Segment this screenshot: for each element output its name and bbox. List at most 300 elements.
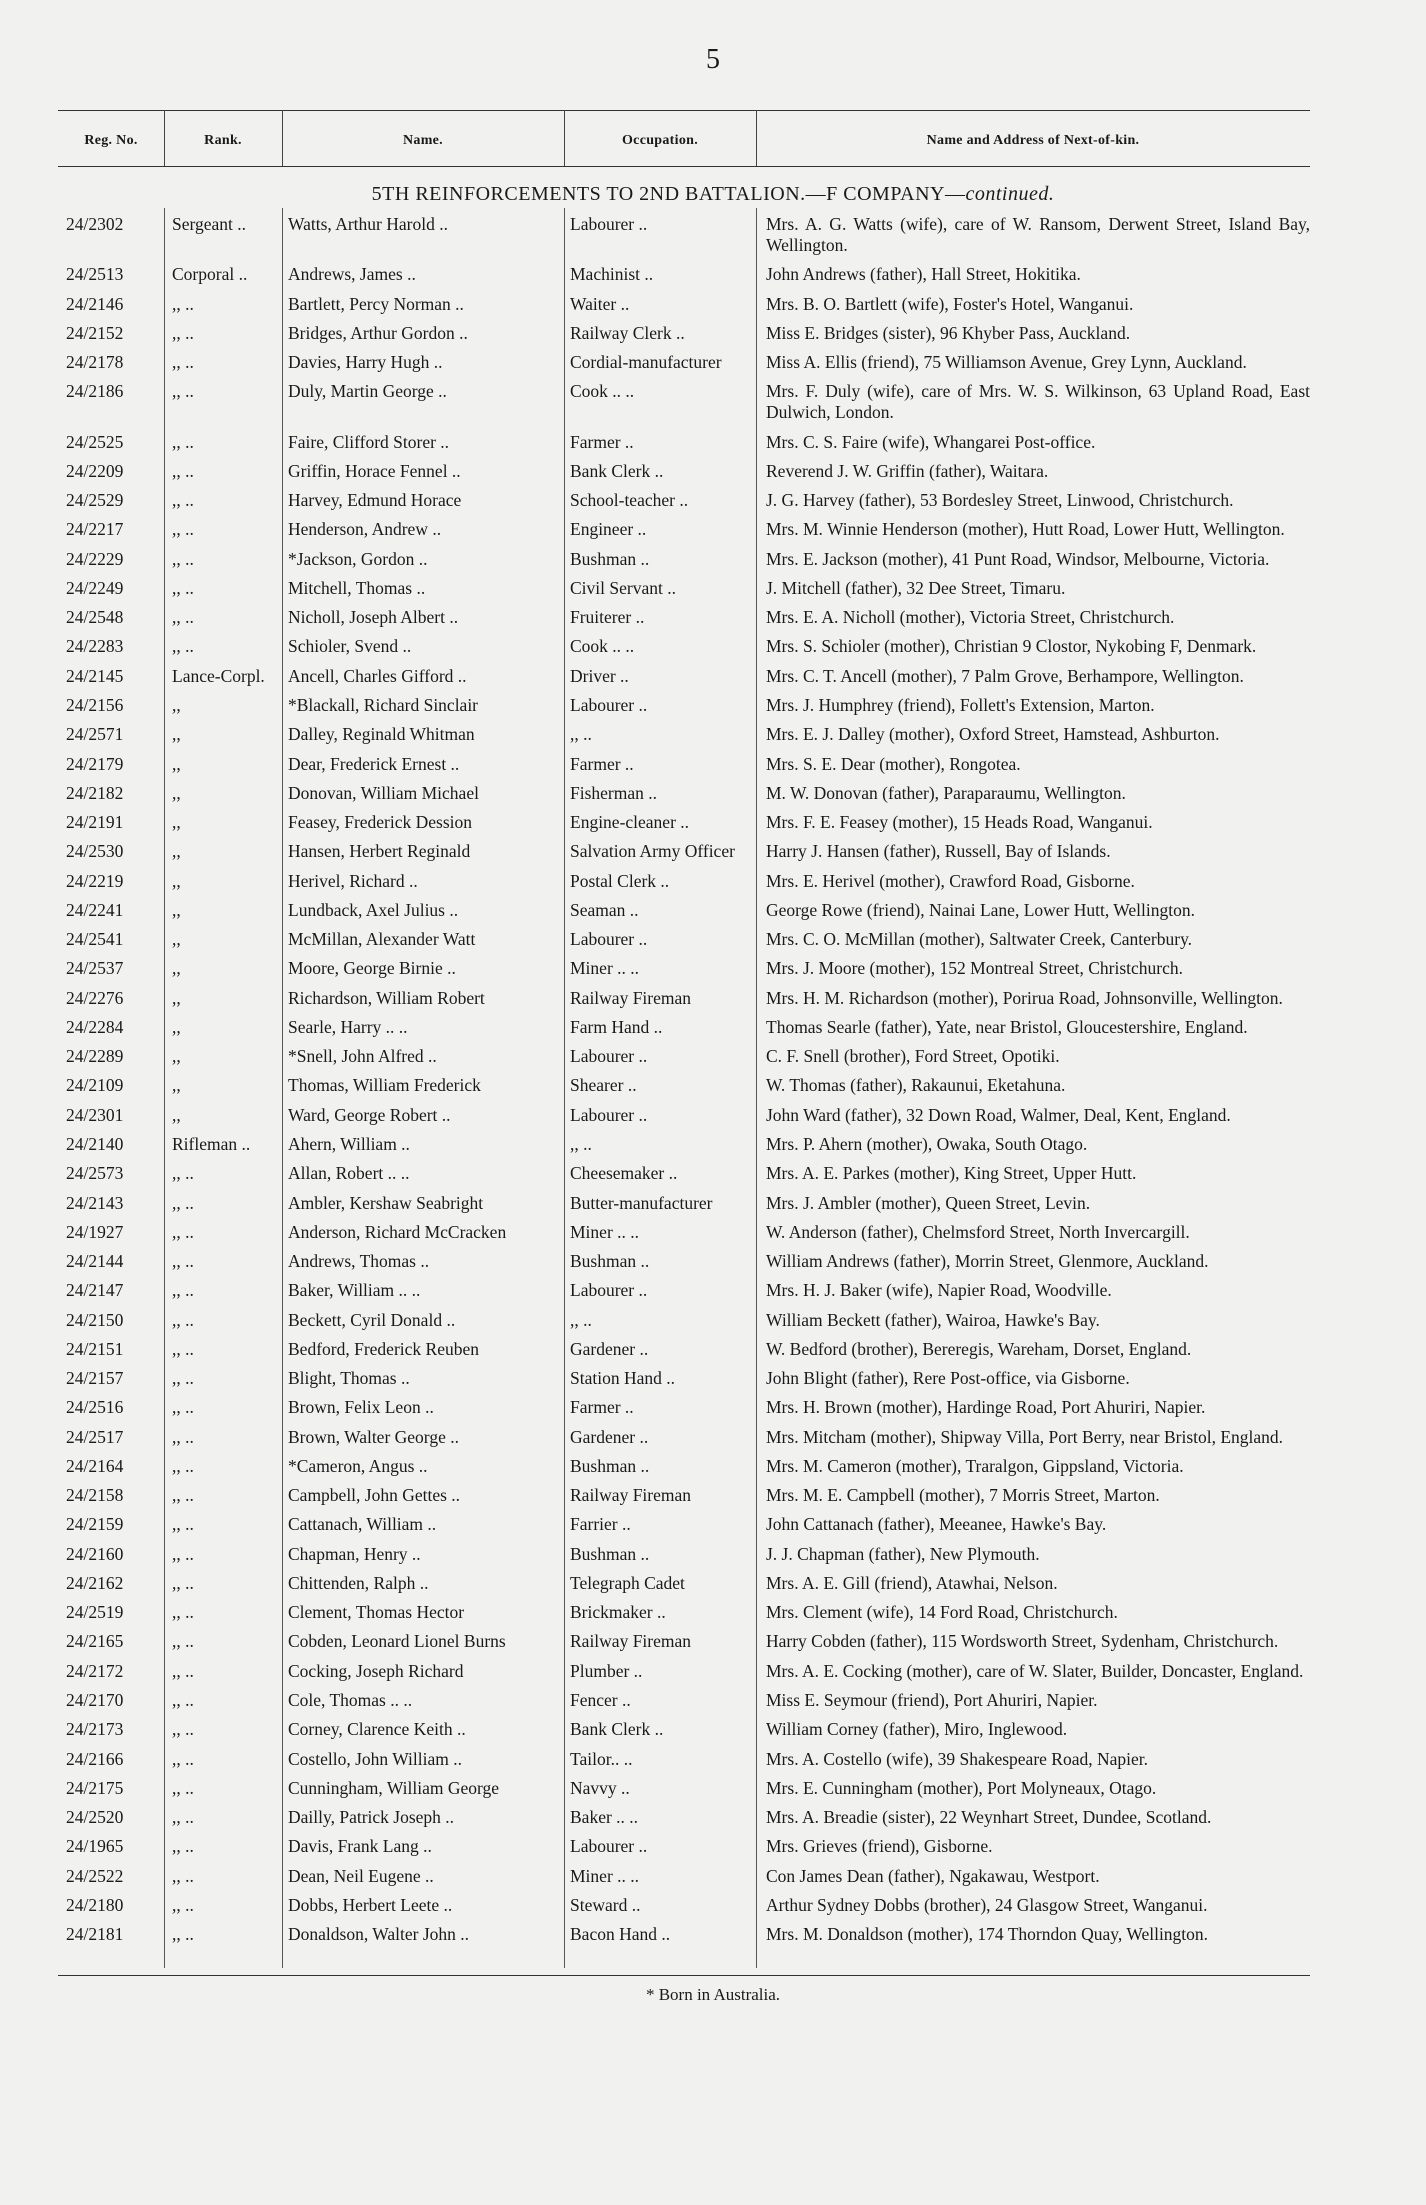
table-row xyxy=(58,1280,1310,1309)
cell-reg-no: 24/2146 xyxy=(66,293,124,314)
table-row xyxy=(58,1749,1310,1778)
cell-next-of-kin: Mrs. A. Costello (wife), 39 Shakespeare Road, Napier. xyxy=(766,1748,1149,1769)
cell-next-of-kin: Miss A. Ellis (friend), 75 Williamson Avenue, Grey Lynn, Auckland. xyxy=(766,352,1247,373)
cell-next-of-kin: Mrs. Clement (wife), 14 Ford Road, Christchurch. xyxy=(766,1602,1118,1623)
cell-occupation: Labourer .. xyxy=(570,694,648,715)
cell-reg-no: 24/2109 xyxy=(66,1075,124,1096)
footer-rule xyxy=(58,1975,1310,1976)
cell-next-of-kin: Mrs. Mitcham (mother), Shipway Villa, Port Berry, near Bristol, England. xyxy=(766,1426,1284,1447)
cell-occupation: Farm Hand .. xyxy=(570,1016,663,1037)
cell-reg-no: 24/2219 xyxy=(66,870,124,891)
cell-occupation: Farmer .. xyxy=(570,1397,634,1418)
cell-occupation: Cordial-manufacturer xyxy=(570,352,722,373)
header-top-rule xyxy=(58,110,1310,111)
cell-reg-no: 24/2166 xyxy=(66,1748,124,1769)
cell-next-of-kin: William Andrews (father), Morrin Street, Glenmore, Auckland. xyxy=(766,1251,1209,1272)
section-title-text: 5TH REINFORCEMENTS TO 2ND BATTALION.—F COMPANY— xyxy=(371,183,966,205)
cell-next-of-kin: John Andrews (father), Hall Street, Hokitika. xyxy=(766,264,1081,285)
table-row xyxy=(58,841,1310,870)
cell-reg-no: 24/2516 xyxy=(66,1397,124,1418)
table-row xyxy=(58,1193,1310,1222)
cell-next-of-kin: Thomas Searle (father), Yate, near Bristol, Gloucestershire, England. xyxy=(766,1016,1248,1037)
cell-rank: ,, .. xyxy=(172,1660,194,1681)
cell-rank: ,, .. xyxy=(172,1368,194,1389)
cell-reg-no: 24/2144 xyxy=(66,1251,124,1272)
cell-occupation: Seaman .. xyxy=(570,899,639,920)
cell-next-of-kin: Mrs. A. E. Cocking (mother), care of W. Slater, Builder, Doncaster, England. xyxy=(766,1660,1304,1681)
cell-name: Clement, Thomas Hector xyxy=(288,1602,465,1623)
cell-next-of-kin: Mrs. H. Brown (mother), Hardinge Road, Port Ahuriri, Napier. xyxy=(766,1397,1206,1418)
cell-next-of-kin: John Cattanach (father), Meeanee, Hawke's Bay. xyxy=(766,1514,1107,1535)
cell-rank: ,, .. xyxy=(172,1309,194,1330)
table-row xyxy=(58,783,1310,812)
header-divider xyxy=(164,110,165,166)
cell-occupation: Labourer .. xyxy=(570,1104,648,1125)
table-row xyxy=(58,461,1310,490)
cell-occupation: Civil Servant .. xyxy=(570,577,676,598)
cell-reg-no: 24/2241 xyxy=(66,899,124,920)
cell-occupation: Labourer .. xyxy=(570,929,648,950)
cell-name: Bridges, Arthur Gordon .. xyxy=(288,322,468,343)
cell-reg-no: 24/2186 xyxy=(66,381,124,402)
cell-name: Andrews, Thomas .. xyxy=(288,1251,430,1272)
cell-next-of-kin: John Blight (father), Rere Post-office, via Gisborne. xyxy=(766,1368,1130,1389)
cell-name: Costello, John William .. xyxy=(288,1748,462,1769)
cell-rank: ,, .. xyxy=(172,1543,194,1564)
cell-next-of-kin: Mrs. E. A. Nicholl (mother), Victoria Street, Christchurch. xyxy=(766,607,1175,628)
cell-rank: ,, .. xyxy=(172,1514,194,1535)
cell-occupation: Salvation Army Officer xyxy=(570,841,735,862)
cell-occupation: Postal Clerk .. xyxy=(570,870,670,891)
table-row xyxy=(58,695,1310,724)
cell-next-of-kin: Harry Cobden (father), 115 Wordsworth Street, Sydenham, Christchurch. xyxy=(766,1631,1279,1652)
cell-occupation: Steward .. xyxy=(570,1894,641,1915)
table-row xyxy=(58,724,1310,753)
table-row xyxy=(58,381,1310,431)
cell-reg-no: 24/2170 xyxy=(66,1690,124,1711)
table-row xyxy=(58,1544,1310,1573)
cell-reg-no: 24/2157 xyxy=(66,1368,124,1389)
cell-next-of-kin: Mrs. C. S. Faire (wife), Whangarei Post-office. xyxy=(766,431,1096,452)
cell-rank: ,, .. xyxy=(172,1192,194,1213)
table-row xyxy=(58,1251,1310,1280)
cell-occupation: Labourer .. xyxy=(570,214,648,234)
header-bottom-rule xyxy=(58,166,1310,167)
table-row xyxy=(58,1046,1310,1075)
cell-rank: ,, .. xyxy=(172,1426,194,1447)
table-row xyxy=(58,323,1310,352)
cell-rank: ,, .. xyxy=(172,1280,194,1301)
cell-occupation: Miner .. .. xyxy=(570,1221,640,1242)
cell-name: Faire, Clifford Storer .. xyxy=(288,431,450,452)
cell-next-of-kin: Con James Dean (father), Ngakawau, Westport. xyxy=(766,1865,1100,1886)
cell-occupation: Gardener .. xyxy=(570,1338,649,1359)
table-row xyxy=(58,1105,1310,1134)
cell-occupation: Railway Clerk .. xyxy=(570,322,685,343)
table-row xyxy=(58,1602,1310,1631)
table-row xyxy=(58,1631,1310,1660)
cell-occupation: Railway Fireman xyxy=(570,1631,692,1652)
cell-reg-no: 24/2164 xyxy=(66,1455,124,1476)
table-row xyxy=(58,1222,1310,1251)
cell-occupation: Engine-cleaner .. xyxy=(570,812,690,833)
cell-reg-no: 24/2150 xyxy=(66,1309,124,1330)
cell-occupation: Bushman .. xyxy=(570,1543,650,1564)
cell-next-of-kin: W. Bedford (brother), Bereregis, Wareham, Dorset, England. xyxy=(766,1338,1192,1359)
cell-reg-no: 24/2173 xyxy=(66,1719,124,1740)
table-row xyxy=(58,812,1310,841)
cell-rank: ,, .. xyxy=(172,381,194,402)
cell-reg-no: 24/2520 xyxy=(66,1807,124,1828)
cell-reg-no: 24/2283 xyxy=(66,636,124,657)
cell-rank: ,, .. xyxy=(172,1602,194,1623)
cell-reg-no: 24/2571 xyxy=(66,724,124,745)
cell-next-of-kin: Mrs. A. E. Gill (friend), Atawhai, Nelson. xyxy=(766,1572,1058,1593)
table-row xyxy=(58,988,1310,1017)
cell-rank: ,, xyxy=(172,841,181,862)
cell-reg-no: 24/2191 xyxy=(66,812,124,833)
roll-table xyxy=(58,214,1310,1953)
cell-rank: ,, .. xyxy=(172,1572,194,1593)
cell-reg-no: 24/2182 xyxy=(66,782,124,803)
cell-reg-no: 24/2156 xyxy=(66,694,124,715)
cell-reg-no: 24/2529 xyxy=(66,490,124,511)
cell-occupation: Navvy .. xyxy=(570,1777,630,1798)
col-header-reg-no: Reg. No. xyxy=(84,133,138,148)
cell-name: Campbell, John Gettes .. xyxy=(288,1485,461,1506)
cell-next-of-kin: J. Mitchell (father), 32 Dee Street, Timaru. xyxy=(766,577,1066,598)
cell-rank: ,, .. xyxy=(172,1690,194,1711)
table-row xyxy=(58,214,1310,264)
cell-next-of-kin: Mrs. H. M. Richardson (mother), Porirua Road, Johnsonville, Wellington. xyxy=(766,987,1283,1008)
table-row xyxy=(58,958,1310,987)
cell-reg-no: 24/2159 xyxy=(66,1514,124,1535)
cell-next-of-kin: Mrs. F. E. Feasey (mother), 15 Heads Road, Wanganui. xyxy=(766,812,1153,833)
cell-reg-no: 24/2165 xyxy=(66,1631,124,1652)
cell-next-of-kin: John Ward (father), 32 Down Road, Walmer, Deal, Kent, England. xyxy=(766,1104,1231,1125)
cell-name: *Cameron, Angus .. xyxy=(288,1455,428,1476)
table-row xyxy=(58,490,1310,519)
cell-reg-no: 24/2276 xyxy=(66,987,124,1008)
cell-name: Watts, Arthur Harold .. xyxy=(288,214,448,234)
cell-occupation: Telegraph Cadet xyxy=(570,1572,685,1593)
cell-name: Cole, Thomas .. .. xyxy=(288,1690,413,1711)
cell-name: Andrews, James .. xyxy=(288,264,416,285)
table-row xyxy=(58,607,1310,636)
cell-rank: ,, .. xyxy=(172,1894,194,1915)
table-row xyxy=(58,549,1310,578)
cell-occupation: Miner .. .. xyxy=(570,958,640,979)
cell-name: McMillan, Alexander Watt xyxy=(288,929,476,950)
cell-rank: Lance-Corpl. xyxy=(172,665,265,686)
cell-next-of-kin: Mrs. A. Breadie (sister), 22 Weynhart Street, Dundee, Scotland. xyxy=(766,1807,1212,1828)
cell-next-of-kin: Mrs. J. Humphrey (friend), Follett's Extension, Marton. xyxy=(766,694,1155,715)
cell-reg-no: 24/2537 xyxy=(66,958,124,979)
cell-name: Dalley, Reginald Whitman xyxy=(288,724,475,745)
cell-rank: ,, .. xyxy=(172,1631,194,1652)
cell-name: Schioler, Svend .. xyxy=(288,636,412,657)
cell-name: Ancell, Charles Gifford .. xyxy=(288,665,467,686)
cell-next-of-kin: Mrs. S. Schioler (mother), Christian 9 Clostor, Nykobing F, Denmark. xyxy=(766,636,1257,657)
table-row xyxy=(58,1573,1310,1602)
cell-occupation: Bushman .. xyxy=(570,1251,650,1272)
cell-next-of-kin: Mrs. E. Herivel (mother), Crawford Road, Gisborne. xyxy=(766,870,1135,891)
cell-next-of-kin: Mrs. A. G. Watts (wife), care of W. Ransom, Derwent Street, Island Bay, Wellington. xyxy=(766,214,1310,255)
page-number: 5 xyxy=(706,44,720,75)
cell-name: Harvey, Edmund Horace xyxy=(288,490,462,511)
header-divider xyxy=(282,110,283,166)
cell-next-of-kin: Mrs. F. Duly (wife), care of Mrs. W. S. Wilkinson, 63 Upland Road, East Dulwich, London. xyxy=(766,381,1310,423)
cell-occupation: School-teacher .. xyxy=(570,490,689,511)
cell-name: Dear, Frederick Ernest .. xyxy=(288,753,460,774)
cell-rank: ,, .. xyxy=(172,1251,194,1272)
table-row xyxy=(58,294,1310,323)
cell-rank: ,, xyxy=(172,1104,181,1125)
cell-name: Davis, Frank Lang .. xyxy=(288,1836,432,1857)
cell-next-of-kin: Mrs. Grieves (friend), Gisborne. xyxy=(766,1836,993,1857)
cell-name: Hansen, Herbert Reginald xyxy=(288,841,471,862)
cell-next-of-kin: Mrs. S. E. Dear (mother), Rongotea. xyxy=(766,753,1021,774)
cell-name: Searle, Harry .. .. xyxy=(288,1016,408,1037)
cell-occupation: ,, .. xyxy=(570,724,592,745)
cell-rank: Corporal .. xyxy=(172,264,248,285)
cell-occupation: Station Hand .. xyxy=(570,1368,675,1389)
cell-occupation: Farrier .. xyxy=(570,1514,631,1535)
table-row xyxy=(58,432,1310,461)
cell-reg-no: 24/2519 xyxy=(66,1602,124,1623)
cell-occupation: Bushman .. xyxy=(570,1455,650,1476)
cell-rank: ,, .. xyxy=(172,1807,194,1828)
cell-reg-no: 24/2145 xyxy=(66,665,124,686)
cell-occupation: Driver .. xyxy=(570,665,629,686)
section-title-continued: continued. xyxy=(965,183,1055,205)
cell-occupation: Railway Fireman xyxy=(570,1485,692,1506)
cell-rank: ,, .. xyxy=(172,460,194,481)
cell-reg-no: 24/2541 xyxy=(66,929,124,950)
table-row xyxy=(58,666,1310,695)
cell-occupation: Farmer .. xyxy=(570,431,634,452)
table-row xyxy=(58,1017,1310,1046)
cell-rank: ,, .. xyxy=(172,607,194,628)
cell-name: Richardson, William Robert xyxy=(288,987,485,1008)
cell-name: Corney, Clarence Keith .. xyxy=(288,1719,466,1740)
cell-occupation: Labourer .. xyxy=(570,1046,648,1067)
cell-reg-no: 24/2573 xyxy=(66,1163,124,1184)
cell-rank: ,, xyxy=(172,1046,181,1067)
cell-reg-no: 24/2289 xyxy=(66,1046,124,1067)
cell-reg-no: 24/2249 xyxy=(66,577,124,598)
table-row xyxy=(58,1485,1310,1514)
cell-rank: ,, .. xyxy=(172,1485,194,1506)
cell-rank: ,, .. xyxy=(172,1338,194,1359)
table-row xyxy=(58,1690,1310,1719)
cell-name: *Blackall, Richard Sinclair xyxy=(288,694,479,715)
cell-rank: ,, .. xyxy=(172,293,194,314)
cell-name: Ahern, William .. xyxy=(288,1133,410,1154)
cell-next-of-kin: J. J. Chapman (father), New Plymouth. xyxy=(766,1543,1040,1564)
cell-name: Ward, George Robert .. xyxy=(288,1104,451,1125)
table-row xyxy=(58,1895,1310,1924)
table-row xyxy=(58,264,1310,293)
cell-name: Davies, Harry Hugh .. xyxy=(288,352,443,373)
section-title xyxy=(0,183,1426,206)
table-row xyxy=(58,900,1310,929)
cell-next-of-kin: Mrs. E. Cunningham (mother), Port Molyneaux, Otago. xyxy=(766,1777,1157,1798)
cell-occupation: Cook .. .. xyxy=(570,381,635,402)
cell-occupation: Plumber .. xyxy=(570,1660,643,1681)
cell-name: Duly, Martin George .. xyxy=(288,381,447,402)
cell-name: Dobbs, Herbert Leete .. xyxy=(288,1894,453,1915)
cell-next-of-kin: Mrs. H. J. Baker (wife), Napier Road, Woodville. xyxy=(766,1280,1112,1301)
cell-rank: ,, .. xyxy=(172,1163,194,1184)
cell-name: Donovan, William Michael xyxy=(288,782,479,803)
cell-rank: Sergeant .. xyxy=(172,214,247,234)
cell-reg-no: 24/2158 xyxy=(66,1485,124,1506)
cell-name: Donaldson, Walter John .. xyxy=(288,1924,470,1945)
cell-reg-no: 24/2143 xyxy=(66,1192,124,1213)
cell-next-of-kin: Mrs. E. Jackson (mother), 41 Punt Road, Windsor, Melbourne, Victoria. xyxy=(766,548,1270,569)
cell-occupation: Machinist .. xyxy=(570,264,654,285)
cell-next-of-kin: Mrs. B. O. Bartlett (wife), Foster's Hotel, Wanganui. xyxy=(766,293,1134,314)
cell-occupation: Fruiterer .. xyxy=(570,607,645,628)
cell-rank: ,, .. xyxy=(172,1777,194,1798)
cell-occupation: Fencer .. xyxy=(570,1690,631,1711)
cell-occupation: Railway Fireman xyxy=(570,987,692,1008)
cell-occupation: Farmer .. xyxy=(570,753,634,774)
cell-rank: ,, .. xyxy=(172,431,194,452)
cell-reg-no: 24/2179 xyxy=(66,753,124,774)
cell-next-of-kin: Mrs. M. E. Campbell (mother), 7 Morris Street, Marton. xyxy=(766,1485,1160,1506)
cell-next-of-kin: Mrs. C. T. Ancell (mother), 7 Palm Grove, Berhampore, Wellington. xyxy=(766,665,1244,686)
table-row xyxy=(58,636,1310,665)
cell-rank: ,, xyxy=(172,929,181,950)
cell-rank: ,, .. xyxy=(172,577,194,598)
cell-name: Ambler, Kershaw Seabright xyxy=(288,1192,484,1213)
cell-rank: ,, .. xyxy=(172,490,194,511)
cell-name: *Snell, John Alfred .. xyxy=(288,1046,437,1067)
cell-rank: ,, xyxy=(172,812,181,833)
table-row xyxy=(58,929,1310,958)
cell-name: Chittenden, Ralph .. xyxy=(288,1572,429,1593)
cell-reg-no: 24/2530 xyxy=(66,841,124,862)
cell-next-of-kin: M. W. Donovan (father), Paraparaumu, Wellington. xyxy=(766,782,1126,803)
cell-next-of-kin: W. Anderson (father), Chelmsford Street, North Invercargill. xyxy=(766,1221,1190,1242)
table-row xyxy=(58,352,1310,381)
cell-rank: ,, xyxy=(172,899,181,920)
cell-occupation: Tailor.. .. xyxy=(570,1748,633,1769)
cell-occupation: Engineer .. xyxy=(570,519,647,540)
col-header-occupation: Occupation. xyxy=(621,133,699,148)
cell-name: Cobden, Leonard Lionel Burns xyxy=(288,1631,506,1652)
header-divider xyxy=(756,110,757,166)
table-row xyxy=(58,1427,1310,1456)
table-row xyxy=(58,1836,1310,1865)
table-row xyxy=(58,871,1310,900)
cell-occupation: ,, .. xyxy=(570,1133,592,1154)
cell-next-of-kin: C. F. Snell (brother), Ford Street, Opotiki. xyxy=(766,1046,1060,1067)
cell-reg-no: 24/2151 xyxy=(66,1338,124,1359)
cell-reg-no: 24/2178 xyxy=(66,352,124,373)
cell-rank: ,, xyxy=(172,782,181,803)
cell-reg-no: 24/2160 xyxy=(66,1543,124,1564)
table-row xyxy=(58,1163,1310,1192)
cell-name: Dean, Neil Eugene .. xyxy=(288,1865,434,1886)
cell-reg-no: 24/2175 xyxy=(66,1777,124,1798)
cell-next-of-kin: William Corney (father), Miro, Inglewood. xyxy=(766,1719,1068,1740)
cell-rank: ,, .. xyxy=(172,1397,194,1418)
cell-next-of-kin: George Rowe (friend), Nainai Lane, Lower Hutt, Wellington. xyxy=(766,899,1195,920)
cell-name: Lundback, Axel Julius .. xyxy=(288,899,459,920)
table-row xyxy=(58,1310,1310,1339)
cell-rank: ,, xyxy=(172,958,181,979)
cell-reg-no: 24/2525 xyxy=(66,431,124,452)
table-row xyxy=(58,1456,1310,1485)
cell-next-of-kin: Mrs. M. Winnie Henderson (mother), Hutt Road, Lower Hutt, Wellington. xyxy=(766,519,1285,540)
cell-reg-no: 24/2209 xyxy=(66,460,124,481)
table-row xyxy=(58,1866,1310,1895)
cell-name: Anderson, Richard McCracken xyxy=(288,1221,507,1242)
cell-name: Griffin, Horace Fennel .. xyxy=(288,460,461,481)
table-row xyxy=(58,754,1310,783)
cell-name: Brown, Felix Leon .. xyxy=(288,1397,434,1418)
cell-occupation: Fisherman .. xyxy=(570,782,658,803)
cell-reg-no: 24/2284 xyxy=(66,1016,124,1037)
cell-name: Dailly, Patrick Joseph .. xyxy=(288,1807,455,1828)
cell-reg-no: 24/2180 xyxy=(66,1894,124,1915)
cell-next-of-kin: Mrs. C. O. McMillan (mother), Saltwater Creek, Canterbury. xyxy=(766,929,1193,950)
cell-occupation: Miner .. .. xyxy=(570,1865,640,1886)
cell-next-of-kin: Harry J. Hansen (father), Russell, Bay of Islands. xyxy=(766,841,1111,862)
cell-name: Herivel, Richard .. xyxy=(288,870,418,891)
footnote: * Born in Australia. xyxy=(645,1985,781,2004)
cell-next-of-kin: Reverend J. W. Griffin (father), Waitara. xyxy=(766,460,1049,481)
cell-next-of-kin: Mrs. J. Moore (mother), 152 Montreal Street, Christchurch. xyxy=(766,958,1184,979)
table-row xyxy=(58,1075,1310,1104)
cell-next-of-kin: Mrs. P. Ahern (mother), Owaka, South Otago. xyxy=(766,1133,1088,1154)
header-divider xyxy=(564,110,565,166)
cell-name: Chapman, Henry .. xyxy=(288,1543,421,1564)
cell-occupation: Bacon Hand .. xyxy=(570,1924,671,1945)
table-row xyxy=(58,1661,1310,1690)
cell-name: Baker, William .. .. xyxy=(288,1280,421,1301)
cell-reg-no: 24/2517 xyxy=(66,1426,124,1447)
table-row xyxy=(58,1134,1310,1163)
cell-rank: ,, xyxy=(172,753,181,774)
cell-name: Beckett, Cyril Donald .. xyxy=(288,1309,456,1330)
cell-reg-no: 24/2302 xyxy=(66,214,124,234)
cell-rank: ,, .. xyxy=(172,1836,194,1857)
cell-name: Brown, Walter George .. xyxy=(288,1426,459,1447)
cell-reg-no: 24/1927 xyxy=(66,1221,124,1242)
table-row xyxy=(58,578,1310,607)
cell-next-of-kin: Mrs. J. Ambler (mother), Queen Street, Levin. xyxy=(766,1192,1091,1213)
cell-reg-no: 24/2513 xyxy=(66,264,124,285)
cell-occupation: Bank Clerk .. xyxy=(570,460,664,481)
cell-rank: ,, .. xyxy=(172,1455,194,1476)
cell-next-of-kin: Mrs. M. Donaldson (mother), 174 Thorndon Quay, Wellington. xyxy=(766,1924,1209,1945)
table-row xyxy=(58,1368,1310,1397)
cell-reg-no: 24/2140 xyxy=(66,1133,124,1154)
col-header-rank: Rank. xyxy=(204,133,242,148)
cell-reg-no: 24/1965 xyxy=(66,1836,124,1857)
cell-name: *Jackson, Gordon .. xyxy=(288,548,428,569)
cell-next-of-kin: J. G. Harvey (father), 53 Bordesley Street, Linwood, Christchurch. xyxy=(766,490,1234,511)
cell-rank: ,, xyxy=(172,870,181,891)
cell-reg-no: 24/2229 xyxy=(66,548,124,569)
cell-occupation: Bank Clerk .. xyxy=(570,1719,664,1740)
table-row xyxy=(58,1339,1310,1368)
cell-rank: ,, .. xyxy=(172,1221,194,1242)
